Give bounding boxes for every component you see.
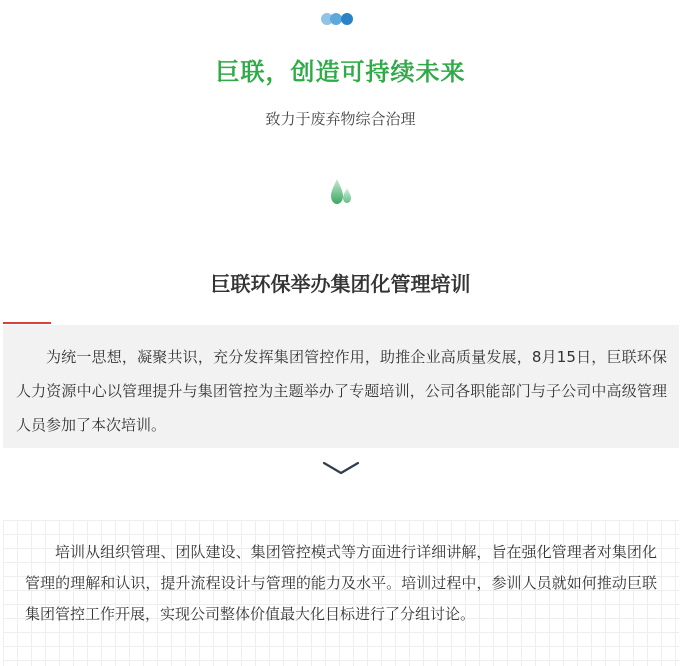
article-title: 巨联环保举办集团化管理培训 (210, 272, 471, 296)
accent-divider (3, 322, 51, 324)
intro-paragraph: 为统一思想，凝聚共识，充分发挥集团管控作用，助推企业高质量发展，8月15日，巨联环保人力资源中心以管理提升与集团管控为主题举办了专题培训，公司各职能部门与子公司中高级管理人员参加了本次培训。 (16, 348, 667, 434)
subtitle: 致力于废弃物综合治理 (265, 110, 416, 128)
intro-box (3, 325, 679, 448)
chevron-down-icon (322, 460, 360, 476)
body-section (3, 520, 679, 666)
slogan: 巨联，创造可持续未来 (215, 58, 466, 86)
dot (341, 13, 353, 25)
body-paragraph: 培训从组织管理、团队建设、集团管控模式等方面进行详细讲解，旨在强化管理者对集团化管理的理解和认识，提升流程设计与管理的能力及水平。培训过程中，参训人员就如何推动巨联集团管控工作开展，实现公司整体价值最大化目标进行了分组讨论。 (25, 543, 657, 623)
dots-icon (321, 13, 361, 25)
water-drops-icon (329, 178, 353, 206)
